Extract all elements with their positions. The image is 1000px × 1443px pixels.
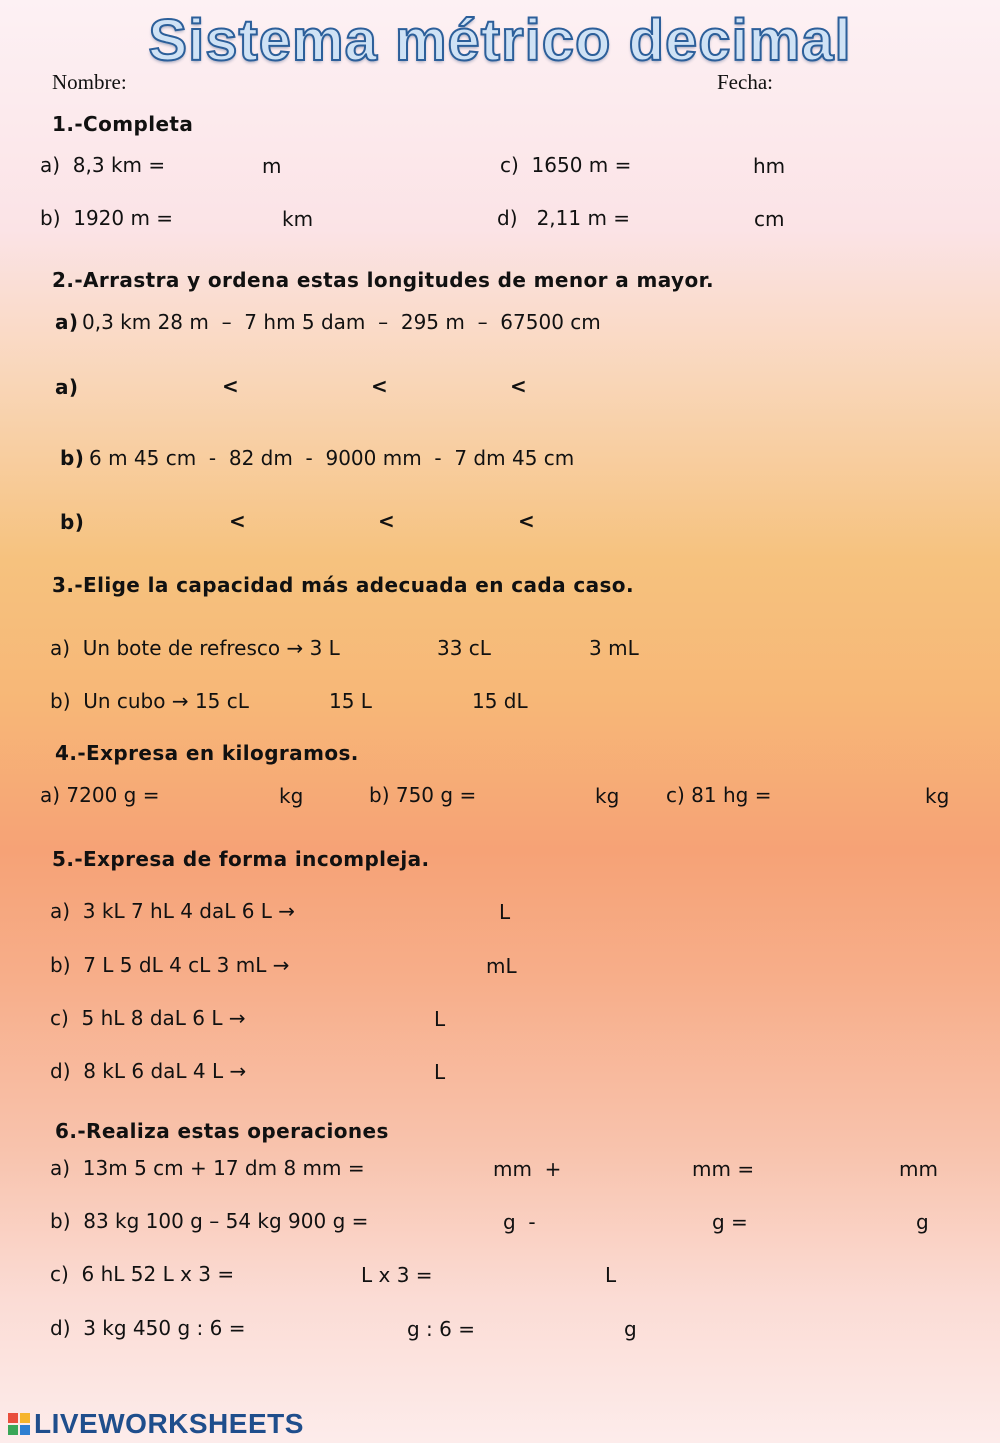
s2-a-lt-3: <: [510, 374, 528, 398]
s3-a-option-2: 33 cL: [437, 636, 491, 660]
s4-a-unit: kg: [279, 784, 304, 808]
s5-c-unit: L: [434, 1007, 446, 1031]
s5-d-unit: L: [434, 1060, 446, 1084]
s4-item-b: b) 750 g =: [369, 783, 477, 807]
section-3-heading: 3.-Elige la capacidad más adecuada en cada caso.: [52, 573, 634, 597]
liveworksheets-brand: LIVEWORKSHEETS: [34, 1408, 304, 1439]
s6-item-b: b) 83 kg 100 g – 54 kg 900 g =: [50, 1209, 369, 1233]
s6-d-part-2: g: [624, 1317, 637, 1341]
s6-b-part-3: g: [916, 1210, 929, 1234]
s3-item-a: a) Un bote de refresco → 3 L: [50, 636, 340, 660]
s5-item-d: d) 8 kL 6 daL 4 L →: [50, 1059, 247, 1083]
s6-a-part-2: mm =: [692, 1157, 755, 1181]
s6-d-part-1: g : 6 =: [407, 1317, 475, 1341]
s1-item-a-unit: m: [262, 154, 282, 178]
s2-b-label: b): [60, 446, 85, 470]
s3-b-option-3: 15 dL: [472, 689, 528, 713]
s2-b-lt-3: <: [518, 509, 536, 533]
section-5-heading: 5.-Expresa de forma incompleja.: [52, 847, 430, 871]
s6-a-part-3: mm: [899, 1157, 938, 1181]
s4-b-unit: kg: [595, 784, 620, 808]
s2-a-lt-1: <: [222, 374, 240, 398]
worksheet-title: Sistema métrico decimal: [148, 8, 852, 73]
section-1-heading: 1.-Completa: [52, 112, 194, 136]
s3-item-b: b) Un cubo → 15 cL: [50, 689, 249, 713]
s1-item-b-unit: km: [282, 207, 314, 231]
s2-b-list: 6 m 45 cm - 82 dm - 9000 mm - 7 dm 45 cm: [89, 446, 575, 470]
section-6-heading: 6.-Realiza estas operaciones: [55, 1119, 389, 1143]
s1-item-c-unit: hm: [753, 154, 786, 178]
section-4-heading: 4.-Expresa en kilogramos.: [55, 741, 359, 765]
liveworksheets-grid-icon: [8, 1413, 30, 1435]
s4-c-unit: kg: [925, 784, 950, 808]
name-label: Nombre:: [52, 70, 127, 94]
s5-item-c: c) 5 hL 8 daL 6 L →: [50, 1006, 246, 1030]
s6-item-c: c) 6 hL 52 L x 3 =: [50, 1262, 235, 1286]
s6-b-part-2: g =: [712, 1210, 748, 1234]
date-label: Fecha:: [717, 70, 773, 94]
s1-item-c: c) 1650 m =: [500, 153, 632, 177]
s2-a-answer-label: a): [55, 375, 79, 399]
s6-a-part-1: mm +: [493, 1157, 562, 1181]
s1-item-d: d) 2,11 m =: [497, 206, 631, 230]
s6-item-a: a) 13m 5 cm + 17 dm 8 mm =: [50, 1156, 365, 1180]
s6-c-part-2: L: [605, 1263, 617, 1287]
section-2-heading: 2.-Arrastra y ordena estas longitudes de menor a mayor.: [52, 268, 715, 292]
s1-item-a: a) 8,3 km =: [40, 153, 166, 177]
s2-a-label: a): [55, 310, 79, 334]
s5-item-b: b) 7 L 5 dL 4 cL 3 mL →: [50, 953, 290, 977]
s2-b-answer-label: b): [60, 510, 85, 534]
s5-item-a: a) 3 kL 7 hL 4 daL 6 L →: [50, 899, 296, 923]
s3-b-option-2: 15 L: [329, 689, 372, 713]
s2-a-list: 0,3 km 28 m – 7 hm 5 dam – 295 m – 67500 cm: [82, 310, 601, 334]
s2-b-lt-1: <: [229, 509, 247, 533]
s6-item-d: d) 3 kg 450 g : 6 =: [50, 1316, 246, 1340]
s5-a-unit: L: [499, 900, 511, 924]
s3-a-option-3: 3 mL: [589, 636, 639, 660]
s6-b-part-1: g -: [503, 1210, 536, 1234]
s6-c-part-1: L x 3 =: [361, 1263, 433, 1287]
s4-item-c: c) 81 hg =: [666, 783, 772, 807]
liveworksheets-logo: [8, 1407, 304, 1441]
s2-b-lt-2: <: [378, 509, 396, 533]
s2-a-lt-2: <: [371, 374, 389, 398]
s4-item-a: a) 7200 g =: [40, 783, 160, 807]
s1-item-b: b) 1920 m =: [40, 206, 174, 230]
s1-item-d-unit: cm: [754, 207, 785, 231]
s5-b-unit: mL: [486, 954, 517, 978]
